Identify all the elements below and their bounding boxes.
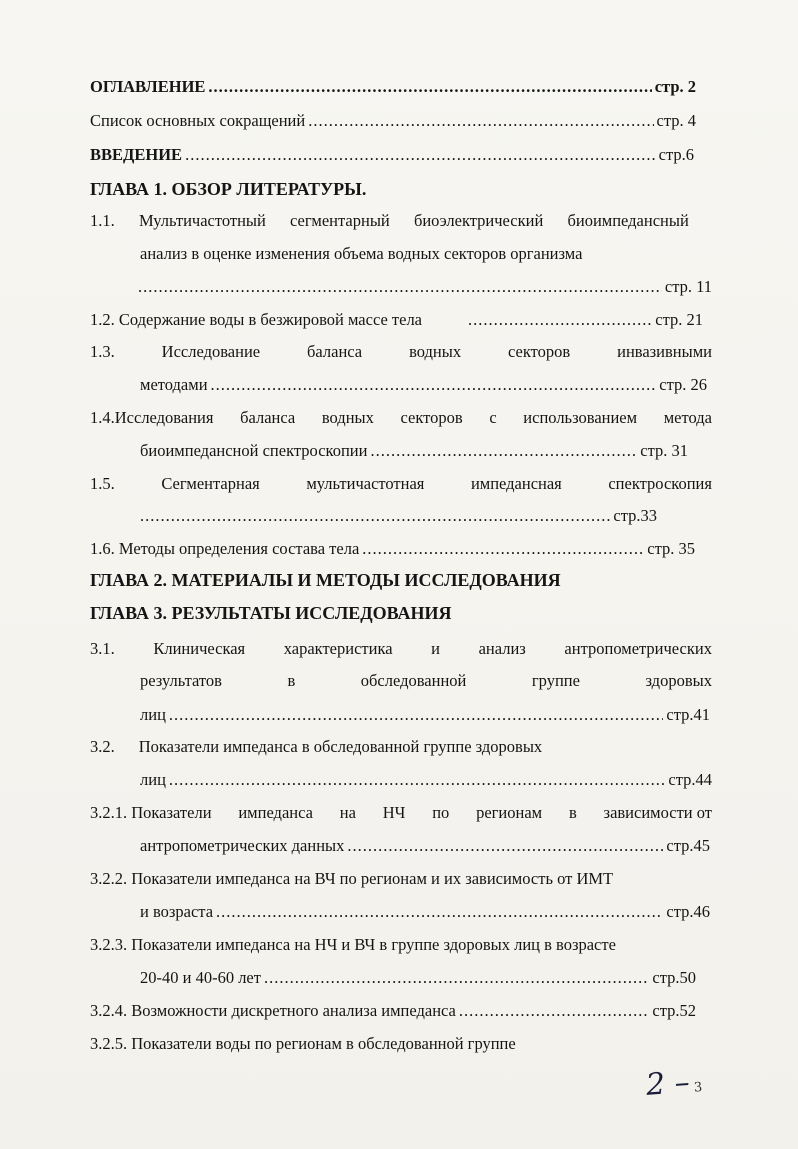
leader-dots	[140, 505, 610, 527]
word: мультичастотная	[306, 474, 425, 493]
word: Мультичастотный	[138, 211, 266, 230]
word: 3.2.1. Показатели	[90, 803, 212, 822]
toc-entry-page: стр. 26	[659, 375, 707, 394]
toc-entry-title: лиц	[140, 770, 166, 789]
word: Исследование	[161, 342, 261, 361]
toc-entry-title: ОГЛАВЛЕНИЕ	[90, 77, 206, 96]
toc-entry-3-2-3-line2[interactable]	[140, 967, 696, 989]
toc-entry-page: стр. 35	[647, 539, 695, 558]
word: на	[339, 803, 356, 822]
section-number: 1.5.	[90, 474, 115, 493]
toc-entry-title: ВВЕДЕНИЕ	[90, 145, 183, 164]
toc-entry-page: стр.52	[652, 1001, 696, 1020]
word: в	[568, 803, 577, 822]
leader-dots	[370, 440, 637, 462]
toc-entry-introduction[interactable]	[90, 144, 694, 166]
word: в	[287, 671, 296, 690]
word: группе	[531, 671, 580, 690]
toc-entry-3-1-line3[interactable]	[140, 704, 710, 726]
word: Клиническая	[153, 639, 246, 658]
word: зависимости от	[603, 803, 712, 822]
toc-entry-1-3-line2[interactable]	[140, 374, 707, 396]
toc-entry-3-2-line1	[90, 736, 542, 758]
word: использованием	[523, 408, 638, 427]
leader-dots	[216, 901, 663, 923]
toc-entry-3-2-line2[interactable]	[140, 769, 712, 791]
word: с	[489, 408, 497, 427]
word: баланса	[307, 342, 363, 361]
toc-entry-3-1-line2	[140, 670, 712, 692]
toc-entry-page: стр. 31	[640, 441, 688, 460]
word: спектроскопия	[608, 474, 712, 493]
word: НЧ	[382, 803, 406, 822]
toc-entry-3-1-line1	[90, 638, 712, 660]
word: по	[432, 803, 450, 822]
leader-dots	[459, 1000, 650, 1022]
handwritten-page-mark	[645, 1064, 703, 1103]
handwritten-small-number: 3	[693, 1080, 703, 1096]
toc-entry-3-2-2-line2[interactable]	[140, 901, 710, 923]
toc-entry-1-2[interactable]	[90, 309, 703, 331]
section-number: 3.2.	[90, 737, 115, 756]
toc-entry-1-4-line1	[90, 407, 712, 429]
toc-entry-title: 1.6. Методы определения состава тела	[90, 539, 360, 558]
word: характеристика	[283, 639, 393, 658]
toc-entry-1-6[interactable]	[90, 538, 695, 560]
toc-entry-page: стр.44	[668, 770, 712, 789]
toc-entry-title: Показатели импеданса в обследованной группе здоровых	[138, 737, 543, 756]
toc-entry-page: стр.46	[666, 902, 710, 921]
word: импеданса	[238, 803, 313, 822]
section-number: 1.1.	[90, 211, 115, 230]
toc-entry-3-2-5: 3.2.5. Показатели воды по регионам в обследованной группе	[90, 1034, 516, 1053]
toc-entry-1-4-line2[interactable]	[140, 440, 688, 462]
word: баланса	[240, 408, 296, 427]
word: Сегментарная	[161, 474, 260, 493]
toc-entry-1-1-line1	[90, 210, 713, 232]
toc-entry-3-2-2-line1: 3.2.2. Показатели импеданса на ВЧ по регионам и их зависимость от ИМТ	[90, 869, 614, 888]
toc-entry-title: методами	[140, 375, 208, 394]
toc-entry-1-5-page-line[interactable]	[140, 505, 657, 527]
leader-dots	[308, 110, 653, 132]
toc-entry-1-1-page-line[interactable]	[138, 276, 712, 298]
toc-entry-page: стр.41	[666, 705, 710, 724]
leader-dots	[347, 835, 663, 857]
leader-dots	[185, 144, 656, 166]
word: секторов	[400, 408, 463, 427]
toc-entry-page: стр.6	[658, 145, 694, 164]
handwritten-text: 2 –	[644, 1064, 691, 1103]
toc-entry-page: стр.45	[666, 836, 710, 855]
word: водных	[321, 408, 374, 427]
toc-entry-3-2-1-line2[interactable]	[140, 835, 710, 857]
toc-entry-abbreviations[interactable]	[90, 110, 696, 132]
word: метода	[663, 408, 712, 427]
leader-dots	[468, 309, 652, 331]
word: импедансная	[470, 474, 562, 493]
section-number: 3.1.	[90, 639, 115, 658]
word: антропометрических	[564, 639, 712, 658]
toc-entry-3-2-4[interactable]	[90, 1000, 696, 1022]
toc-entry-1-5-line1	[90, 473, 712, 495]
word: анализ	[478, 639, 526, 658]
toc-entry-page: стр.33	[613, 506, 657, 525]
toc-entry-title: лиц	[140, 705, 166, 724]
leader-dots	[264, 967, 649, 989]
word: регионам	[476, 803, 543, 822]
toc-entry-page: стр. 4	[656, 111, 696, 130]
chapter-2-heading: ГЛАВА 2. МАТЕРИАЛЫ И МЕТОДЫ ИССЛЕДОВАНИЯ	[90, 570, 561, 590]
word: биоэлектрический	[413, 211, 544, 230]
word: сегментарный	[290, 211, 390, 230]
toc-entry-title: и возраста	[140, 902, 214, 921]
toc-entry-1-3-line1	[90, 341, 712, 363]
word: результатов	[140, 671, 222, 690]
toc-entry-1-1-line2: анализ в оценке изменения объема водных секторов организма	[140, 244, 583, 263]
toc-entry-title: 3.2.4. Возможности дискретного анализа импеданса	[90, 1001, 456, 1020]
word: секторов	[508, 342, 571, 361]
toc-entry-title: 20-40 и 40-60 лет	[140, 968, 261, 987]
toc-entry-3-2-3-line1: 3.2.3. Показатели импеданса на НЧ и ВЧ в группе здоровых лиц в возрасте	[90, 935, 616, 954]
toc-entry-page: стр. 2	[654, 77, 696, 96]
word: обследованной	[360, 671, 467, 690]
word: инвазивными	[617, 342, 712, 361]
toc-entry-page: стр. 11	[664, 277, 712, 296]
section-number: 1.3.	[90, 342, 115, 361]
toc-entry-page: стр. 21	[655, 310, 703, 329]
word: и	[431, 639, 440, 658]
leader-dots	[138, 276, 662, 298]
word: биоимпедансный	[567, 211, 689, 230]
toc-entry-contents[interactable]	[90, 76, 696, 98]
toc-entry-page: стр.50	[652, 968, 696, 987]
leader-dots	[169, 769, 665, 791]
word: водных	[409, 342, 462, 361]
word: здоровых	[645, 671, 712, 690]
toc-entry-title: Список основных сокращений	[90, 111, 306, 130]
word: 1.4.Исследования	[90, 408, 214, 427]
chapter-3-heading: ГЛАВА 3. РЕЗУЛЬТАТЫ ИССЛЕДОВАНИЯ	[90, 603, 452, 623]
leader-dots	[362, 538, 644, 560]
leader-dots	[211, 374, 657, 396]
toc-entry-3-2-1-line1	[90, 802, 712, 824]
toc-entry-title: 1.2. Содержание воды в безжировой массе тела	[90, 310, 423, 329]
leader-dots	[169, 704, 663, 726]
chapter-1-heading: ГЛАВА 1. ОБЗОР ЛИТЕРАТУРЫ.	[90, 179, 367, 199]
leader-dots	[208, 76, 651, 98]
toc-entry-title: биоимпедансной спектроскопии	[140, 441, 368, 460]
toc-entry-title: антропометрических данных	[140, 836, 345, 855]
